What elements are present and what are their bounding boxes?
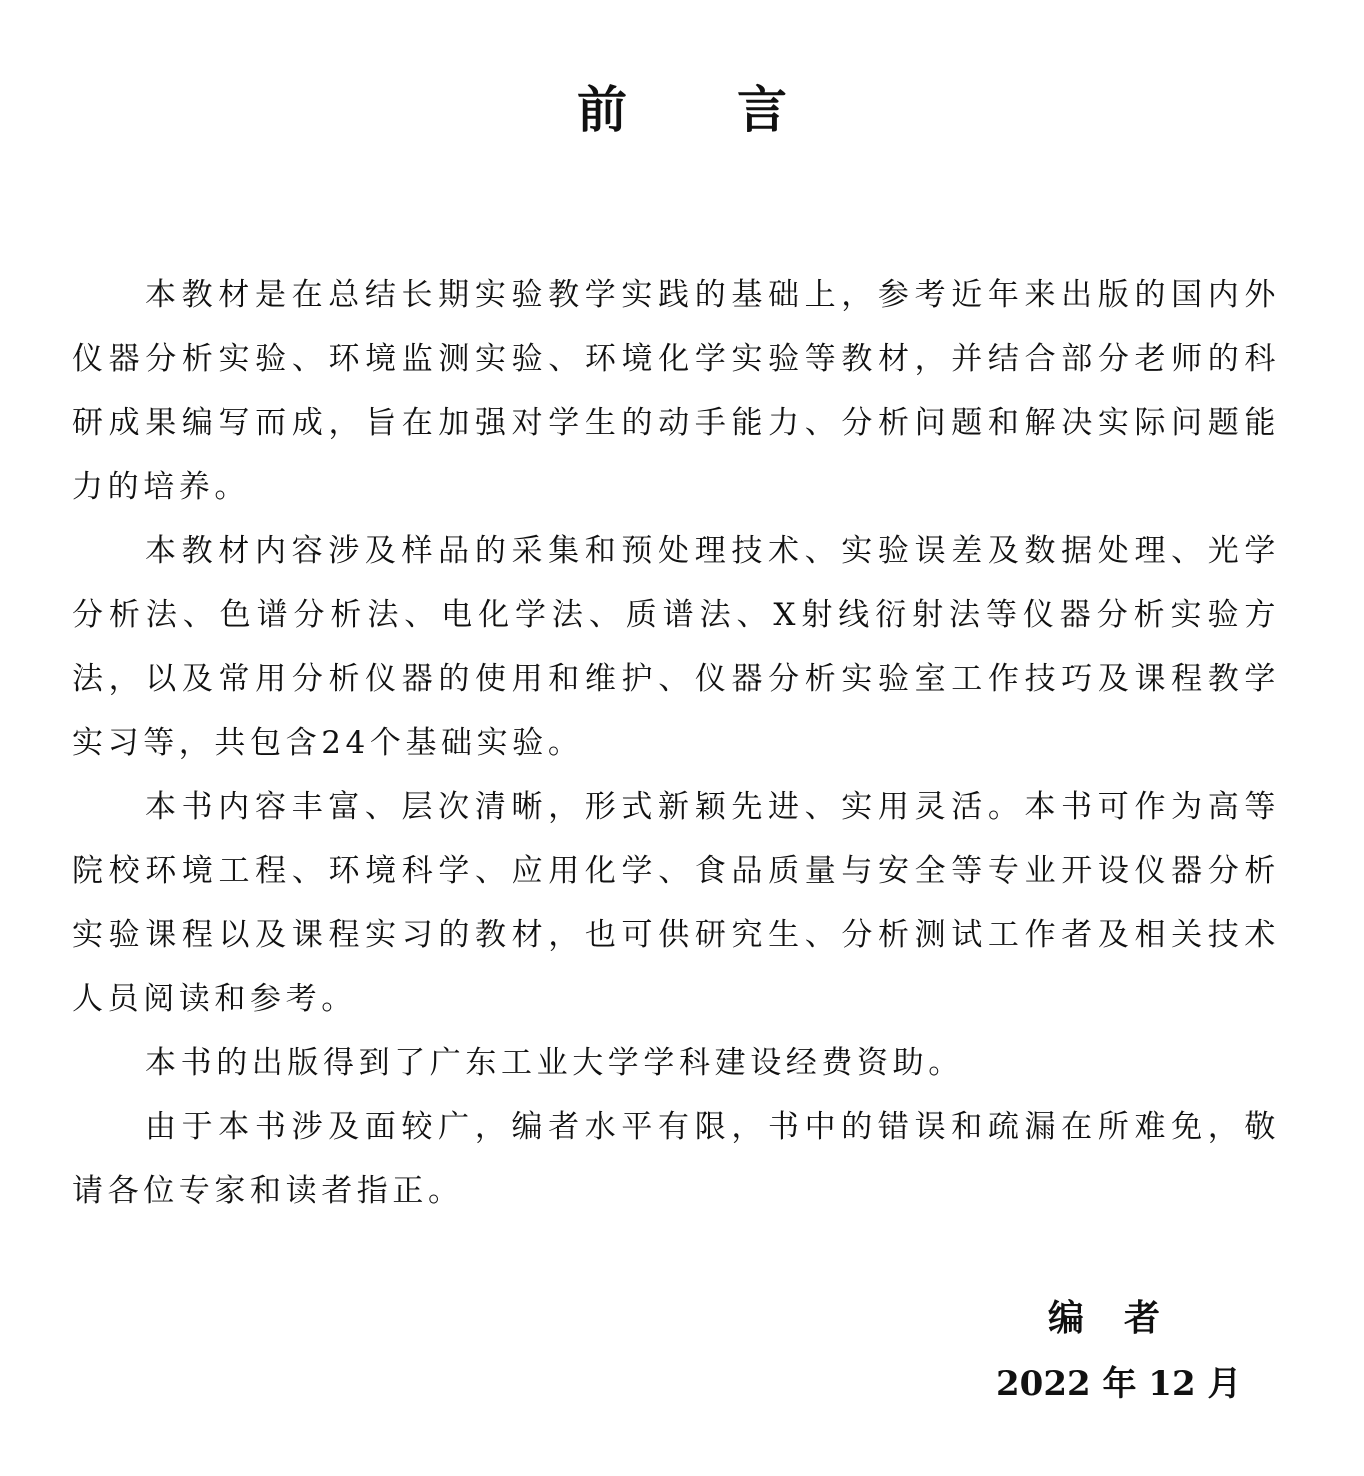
signature-part-2: 者 <box>1124 1297 1161 1339</box>
title-part-1: 前 <box>577 80 627 139</box>
title-part-2: 言 <box>737 80 787 139</box>
date: 2022 年 12 月 <box>996 1364 1242 1404</box>
paragraph: 本教材内容涉及样品的采集和预处理技术、实验误差及数据处理、光学分析法、色谱分析法、电化学法、质谱法、X射线衍射法等仪器分析实验方法，以及常用分析仪器的使用和维护、仪器分析实验室工作技巧及课程教学实习等，共包含24个基础实验。 <box>72 533 1280 761</box>
signature-part-1: 编 <box>1048 1297 1085 1339</box>
page-title <box>0 70 1364 142</box>
paragraph: 本书内容丰富、层次清晰，形式新颖先进、实用灵活。本书可作为高等院校环境工程、环境科学、应用化学、食品质量与安全等专业开设仪器分析实验课程以及课程实习的教材，也可供研究生、分析测试工作者及相关技术人员阅读和参考。 <box>72 789 1280 1017</box>
signature <box>1048 1290 1160 1341</box>
paragraph: 本教材是在总结长期实验教学实践的基础上，参考近年来出版的国内外仪器分析实验、环境监测实验、环境化学实验等教材，并结合部分老师的科研成果编写而成，旨在加强对学生的动手能力、分析问题和解决实际问题能力的培养。 <box>72 277 1280 505</box>
paragraph: 由于本书涉及面较广，编者水平有限，书中的错误和疏漏在所难免，敬请各位专家和读者指正。 <box>72 1109 1280 1209</box>
paragraph: 本书的出版得到了广东工业大学学科建设经费资助。 <box>145 1045 964 1081</box>
preface-body <box>72 263 1280 1223</box>
